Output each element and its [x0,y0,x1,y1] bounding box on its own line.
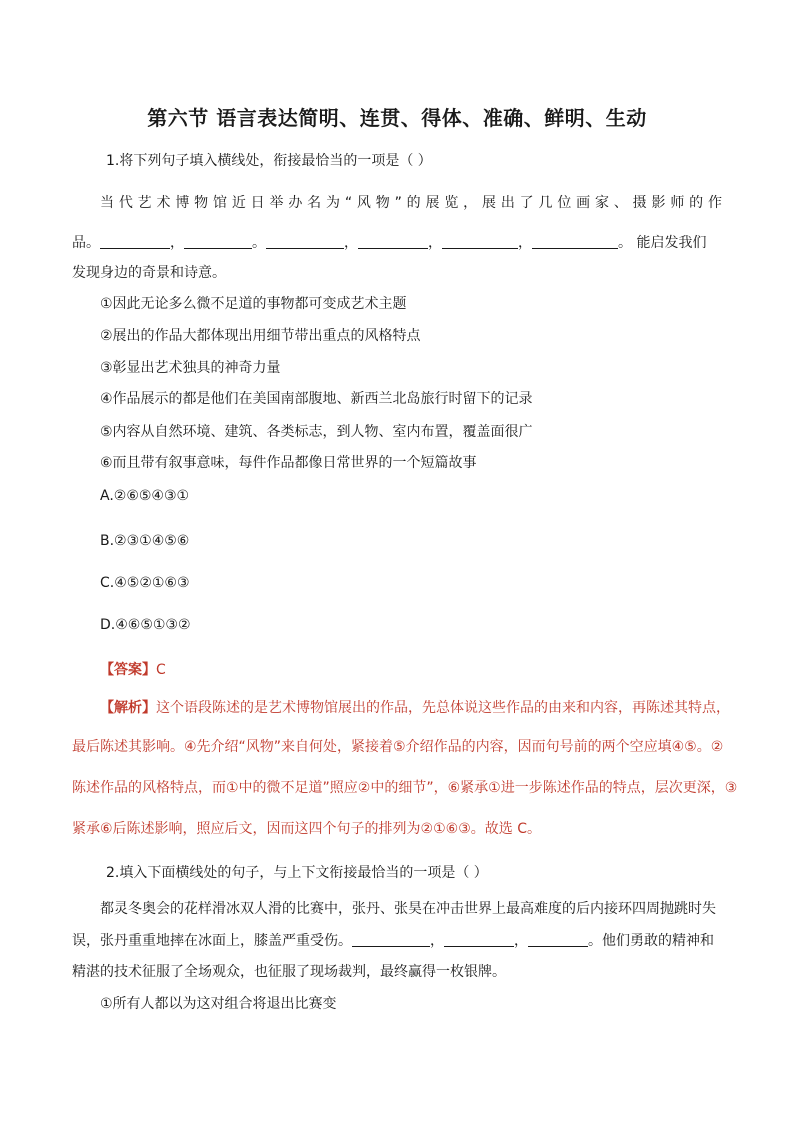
separator: ， [170,235,184,251]
answer-tag: 【答案】 [100,662,156,678]
question-2-passage-line-1: 都灵冬奥会的花样滑冰双人滑的比赛中，张丹、张昊在冲击世界上最高难度的后内接环四周抛跳时失 [100,901,716,917]
option-b[interactable]: B.②③①④⑤⑥ [100,533,190,549]
fill-blank[interactable] [266,234,344,249]
question-1-passage-line-1: 当代艺术博物馆近日举办名为“风物”的展览，展出了几位画家、摄影师的作 [100,195,722,211]
answer-value: C [156,662,166,678]
question-2-passage-line-3: 精湛的技术征服了全场观众，也征服了现场裁判，最终赢得一枚银牌。 [72,964,506,980]
analysis-line-1 [100,697,730,717]
passage-text: 能启发我们 [636,235,707,251]
question-1-passage-line-2 [72,232,706,252]
question-1-stem: 1.将下列句子填入横线处，衔接最恰当的一项是（ ） [106,153,432,169]
fill-blank[interactable] [444,932,514,947]
fill-blank[interactable] [528,932,588,947]
analysis-line-3: 陈述作品的风格特点，而①中的微不足道”照应②中的细节”，⑥紧承①进一步陈述作品的特点，层次更深，③ [72,780,738,796]
fill-blank[interactable] [184,234,252,249]
analysis-tag: 【解析】 [100,700,156,716]
passage-text: 误，张丹重重地摔在冰面上，膝盖严重受伤。 [72,933,352,949]
sentence-item-4: ④作品展示的都是他们在美国南部腹地、新西兰北岛旅行时留下的记录 [100,391,533,407]
separator: ， [344,235,358,251]
separator: ， [430,933,444,949]
sentence-item-2: ②展出的作品大都体现出用细节带出重点的风格特点 [100,328,421,344]
analysis-text: 这个语段陈述的是艺术博物馆展出的作品，先总体说这些作品的由来和内容，再陈述其特点， [156,700,730,716]
option-a[interactable]: A.②⑥⑤④③① [100,488,190,504]
option-c[interactable]: C.④⑤②①⑥③ [100,575,190,591]
page-title: 第六节 语言表达简明、连贯、得体、准确、鲜明、生动 [147,106,647,130]
separator: ， [428,235,442,251]
question-2-sentence-item-1: ①所有人都以为这对组合将退出比赛变 [100,996,337,1012]
analysis-line-4: 紧承⑥后陈述影响，照应后文，因而这四个句子的排列为②①⑥③。故选 C。 [72,821,541,837]
separator: 。 [618,235,632,251]
separator: 。 [252,235,266,251]
sentence-item-3: ③彰显出艺术独具的神奇力量 [100,360,281,376]
question-1-passage-line-3: 发现身边的奇景和诗意。 [72,265,226,281]
sentence-item-5: ⑤内容从自然环境、建筑、各类标志，到人物、室内布置，覆盖面很广 [100,424,533,440]
fill-blank[interactable] [352,932,430,947]
passage-text: 。他们勇敢的精神和 [588,933,714,949]
sentence-item-1: ①因此无论多么微不足道的事物都可变成艺术主题 [100,296,407,312]
fill-blank[interactable] [100,234,170,249]
passage-text: 品。 [72,235,100,251]
question-2-stem: 2.填入下面横线处的句子，与上下文衔接最恰当的一项是（ ） [106,865,488,881]
fill-blank[interactable] [358,234,428,249]
analysis-line-2: 最后陈述其影响。④先介绍“风物”来自何处，紧接着⑤介绍作品的内容，因而句号前的两个空应填④⑤。② [72,739,724,755]
option-d[interactable]: D.④⑥⑤①③② [100,617,191,633]
separator: ， [514,933,528,949]
answer-line [100,659,166,679]
sentence-item-6: ⑥而且带有叙事意味，每件作品都像日常世界的一个短篇故事 [100,455,477,471]
question-2-passage-line-2 [72,930,714,950]
fill-blank[interactable] [532,234,618,249]
fill-blank[interactable] [442,234,518,249]
separator: ， [518,235,532,251]
